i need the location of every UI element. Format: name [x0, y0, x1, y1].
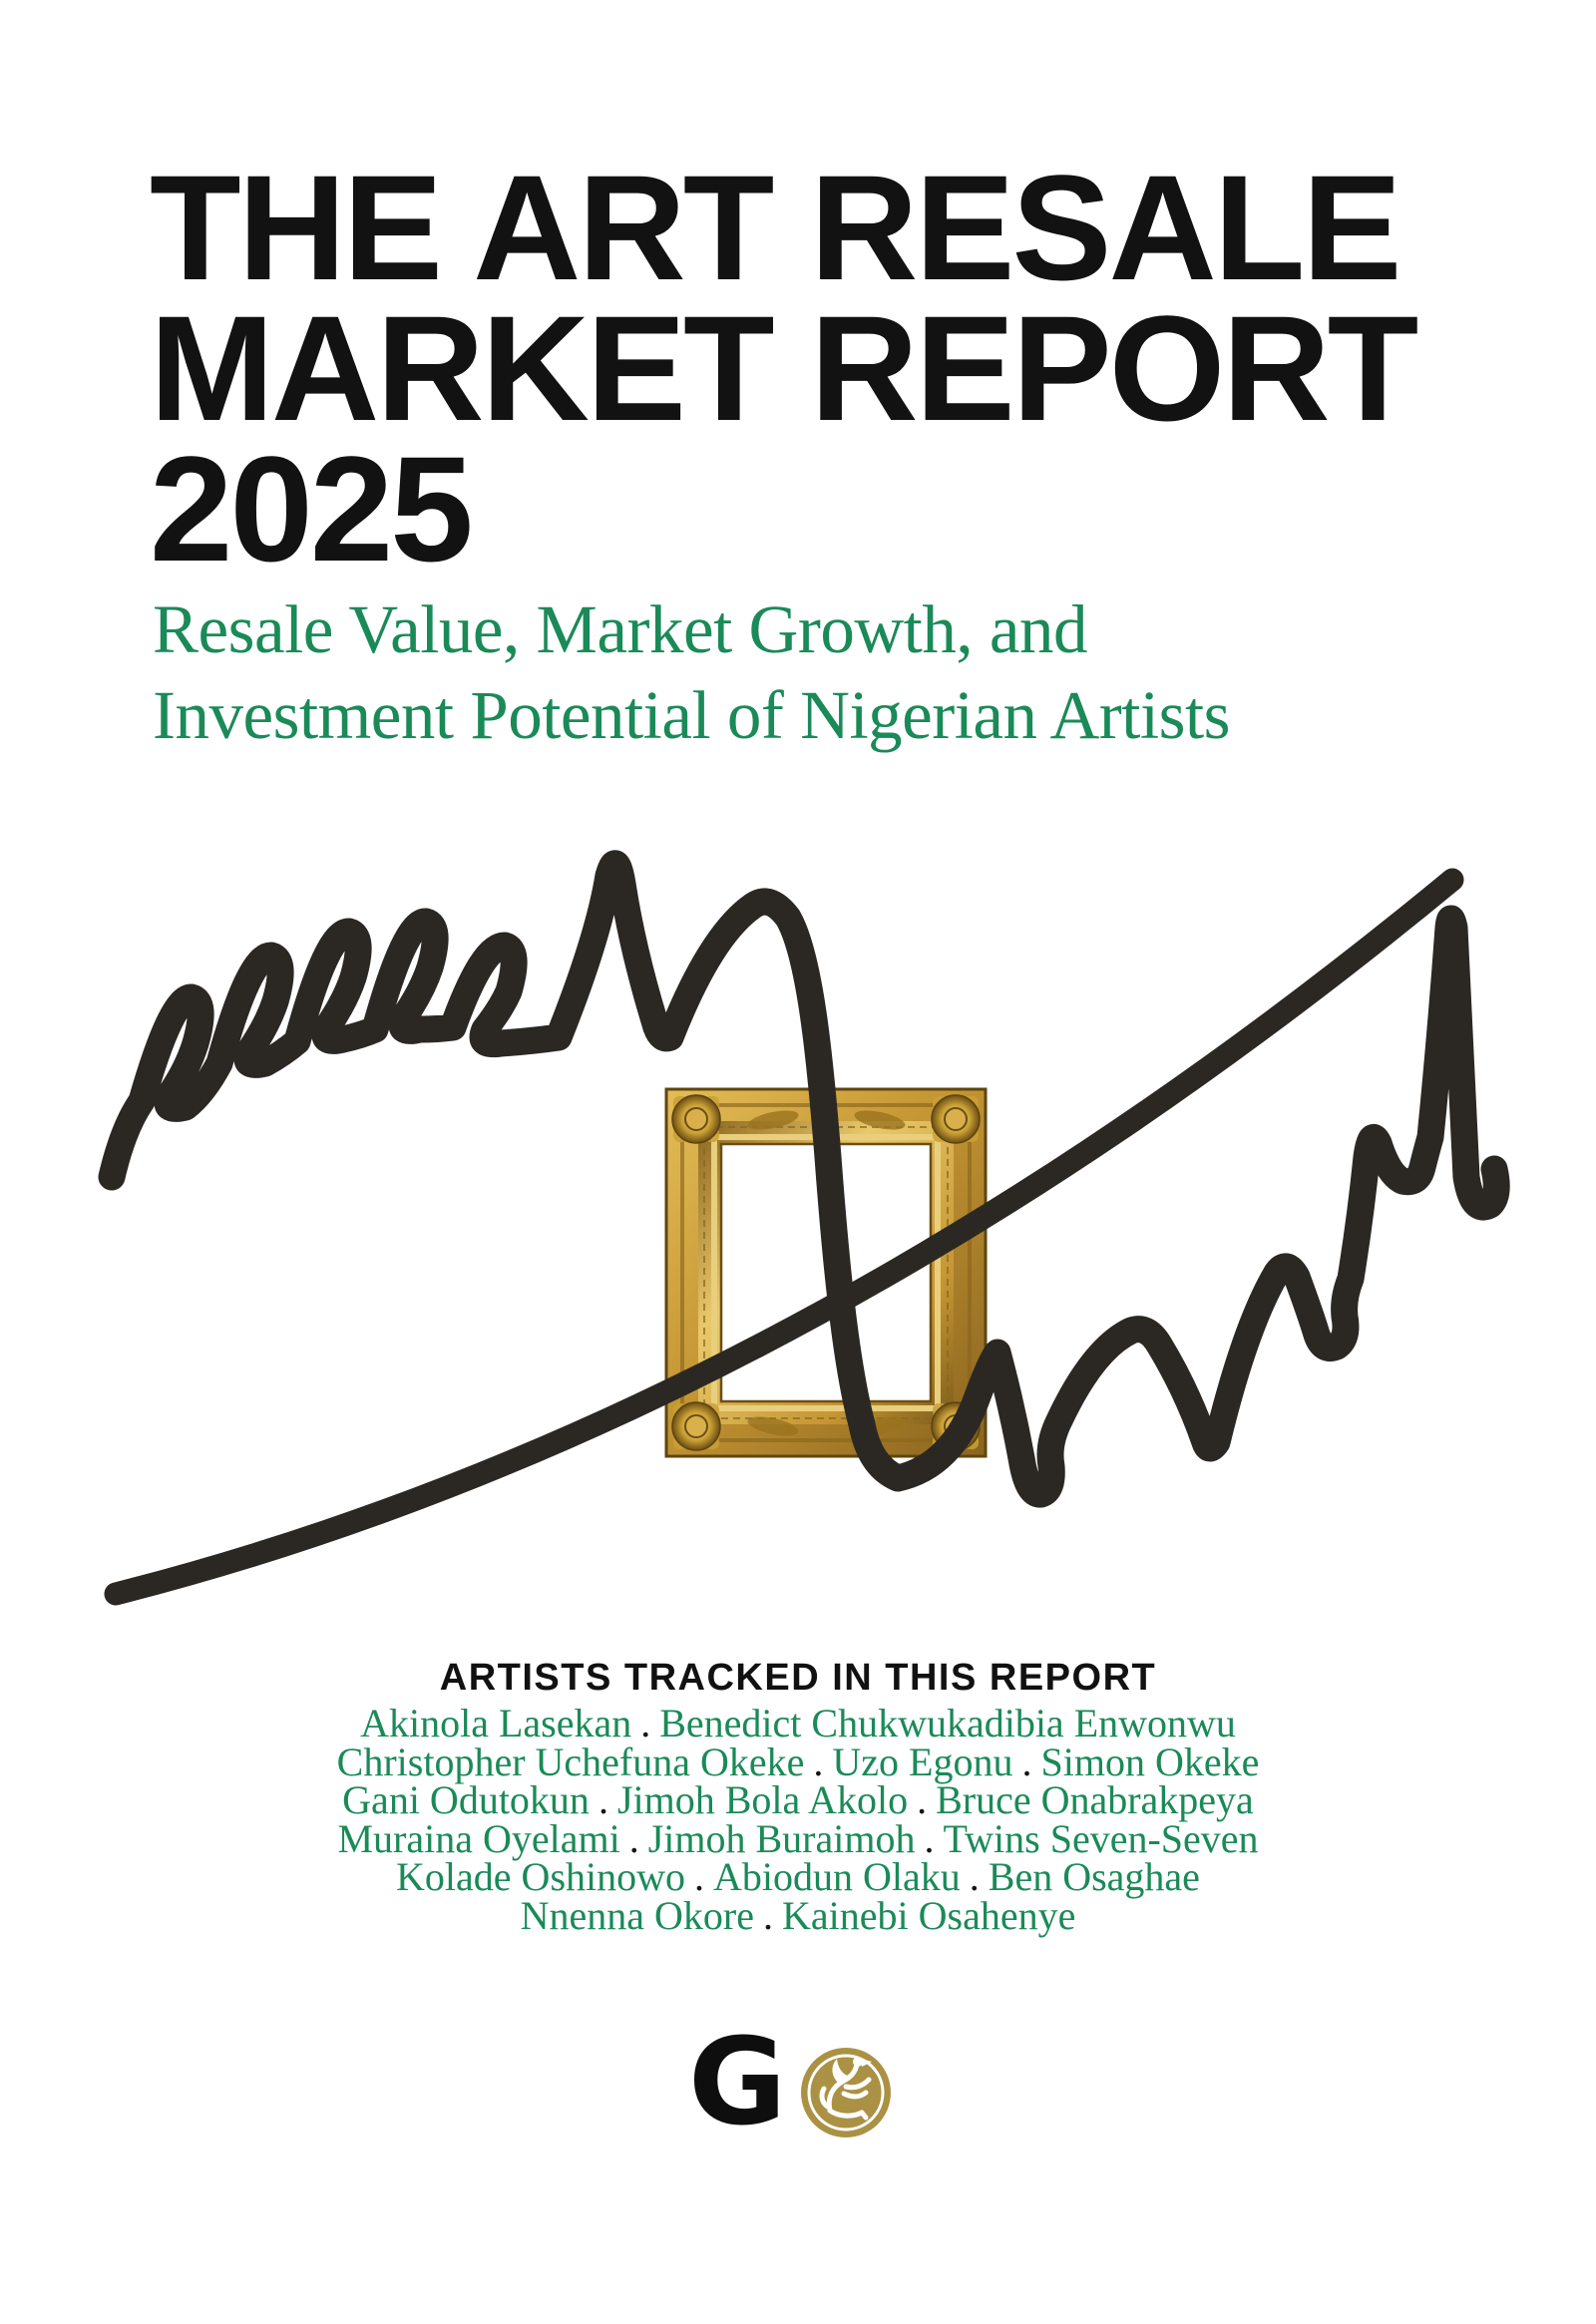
separator-dot: . [640, 1701, 651, 1745]
separator-dot: . [924, 1815, 935, 1861]
artist-name: Benedict Chukwukadibia Enwonwu [659, 1701, 1236, 1745]
report-title-line-3: 2025 [150, 425, 471, 592]
report-title-line-1: THE ART RESALE [150, 144, 1399, 311]
separator-dot: . [969, 1854, 980, 1900]
artist-name: Jimoh Bola Akolo [616, 1777, 909, 1823]
artist-line [0, 1815, 1596, 1861]
artist-name: Jimoh Buraimoh [647, 1815, 916, 1861]
report-title-line-2: MARKET REPORT [150, 284, 1416, 452]
artists-list [0, 1701, 1596, 1938]
separator-dot: . [694, 1854, 705, 1900]
artist-name: Gani Odutokun [342, 1777, 590, 1823]
artist-name: Uzo Egonu [832, 1739, 1013, 1784]
separator-dot: . [763, 1892, 773, 1938]
artist-name: Muraina Oyelami [337, 1815, 620, 1861]
artist-name: Kainebi Osahenye [782, 1892, 1076, 1938]
separator-dot: . [598, 1777, 608, 1823]
artist-name: Akinola Lasekan [360, 1701, 632, 1745]
artist-name: Christopher Uchefuna Okeke [336, 1739, 805, 1784]
report-subtitle-line-2: Investment Potential of Nigerian Artists [153, 677, 1230, 753]
artist-name: Abiodun Olaku [713, 1854, 961, 1900]
separator-dot: . [917, 1777, 928, 1823]
artist-line [0, 1701, 1596, 1745]
report-subtitle [153, 586, 1549, 758]
artist-line [0, 1854, 1596, 1900]
gold-frame-graphic [666, 1089, 987, 1457]
report-subtitle-line-1: Resale Value, Market Growth, and [153, 591, 1087, 667]
artist-name: Ben Osaghae [988, 1854, 1200, 1900]
artist-line [0, 1777, 1596, 1823]
griffin-crest-icon [800, 2047, 892, 2138]
publisher-logo-letter: G [688, 2014, 787, 2152]
trend-line-graphic [116, 880, 1452, 1594]
separator-dot: . [813, 1739, 824, 1784]
artist-name: Kolade Oshinowo [396, 1854, 686, 1900]
artists-heading: ARTISTS TRACKED IN THIS REPORT [439, 1657, 1157, 1699]
separator-dot: . [628, 1815, 639, 1861]
frame-corner-ornament [666, 1089, 987, 1457]
artist-line [0, 1892, 1596, 1938]
artist-name: Bruce Onabrakpeya [936, 1777, 1254, 1823]
separator-dot: . [1021, 1739, 1032, 1784]
artist-name: Twins Seven-Seven [943, 1815, 1259, 1861]
report-title [150, 144, 1546, 592]
artists-section [0, 1656, 1596, 1936]
artist-name: Simon Okeke [1040, 1739, 1260, 1784]
scribble-line-graphic [112, 864, 1496, 1494]
artist-line [0, 1739, 1596, 1784]
artist-name: Nnenna Okore [520, 1892, 754, 1938]
